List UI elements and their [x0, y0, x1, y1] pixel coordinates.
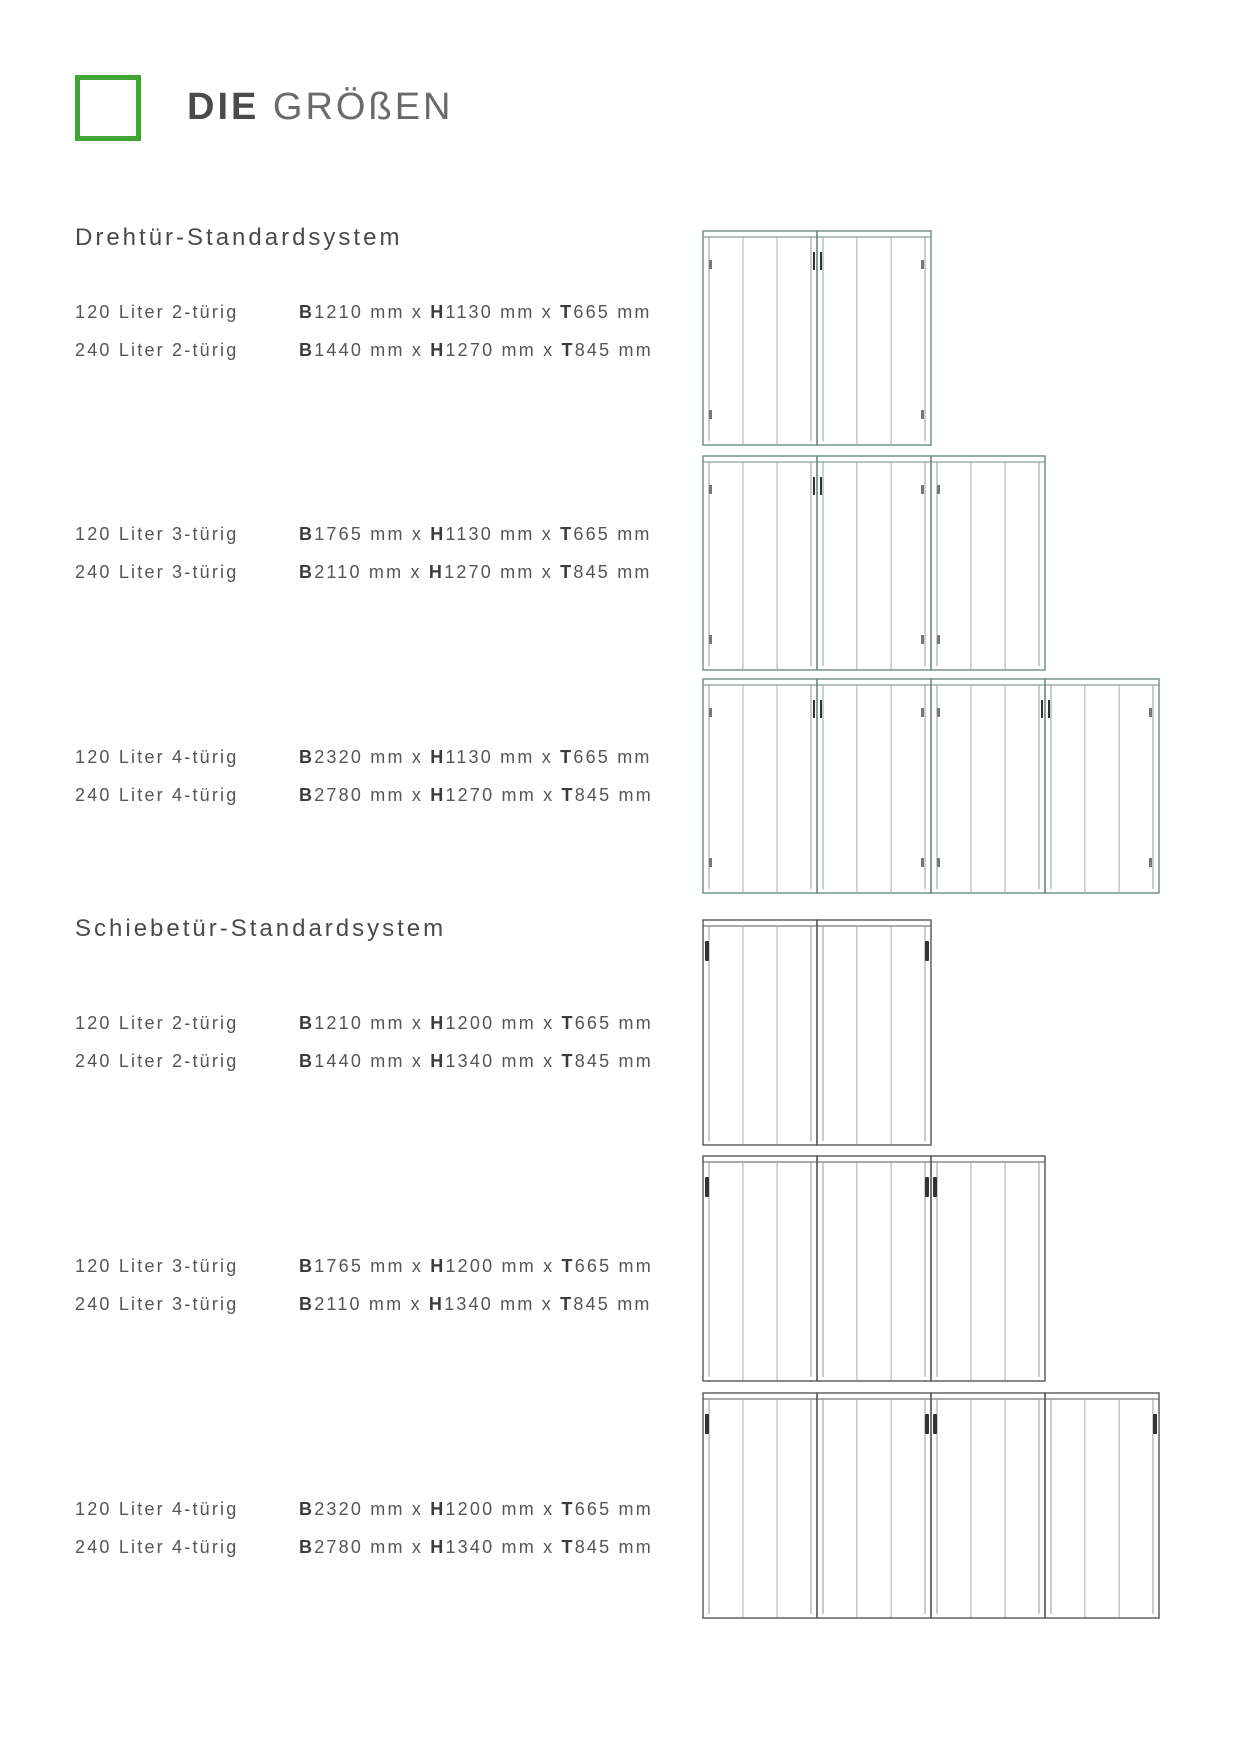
door-frame — [703, 1156, 817, 1381]
door-handle-icon — [820, 252, 822, 270]
hinge-icon — [709, 858, 712, 867]
dimension-letter: H — [430, 1256, 446, 1276]
dimension-value-b: 1765 — [314, 524, 364, 544]
dimension-letter: H — [430, 747, 446, 767]
dimension-value-h: 1130 — [445, 524, 493, 544]
dimensions-text: B2780 mm x H1340 mm x T845 mm — [299, 1537, 653, 1557]
size-spec-row — [75, 745, 675, 769]
door-frame — [931, 1156, 1045, 1381]
door-handle-icon — [705, 1177, 709, 1197]
volume-door-label: 240 Liter 3-türig — [75, 1294, 239, 1314]
dimension-letter: H — [430, 1537, 446, 1557]
bin-door-module — [817, 1156, 931, 1381]
size-spec-row — [75, 560, 675, 584]
dimension-letter: B — [299, 1499, 315, 1519]
door-frame — [931, 679, 1045, 893]
bin-door-module — [703, 231, 822, 445]
dimension-letter: H — [430, 340, 446, 360]
bin-door-module — [703, 456, 822, 670]
door-frame — [817, 1156, 931, 1381]
dimension-letter: B — [299, 747, 315, 767]
logo-square-icon — [75, 75, 141, 141]
sliding-door-bin-drawing — [702, 1155, 1048, 1384]
swing-door-bin-drawing — [702, 230, 934, 448]
dimension-letter: B — [299, 1294, 315, 1314]
hinge-icon — [709, 410, 712, 419]
dimension-letter: H — [430, 1051, 446, 1071]
dimensions-text: B2780 mm x H1270 mm x T845 mm — [299, 785, 653, 805]
dimension-value-b: 1210 — [314, 302, 364, 322]
dimension-letter: B — [299, 1051, 315, 1071]
dimension-letter: B — [299, 524, 315, 544]
dimension-letter: T — [560, 302, 574, 322]
door-frame — [817, 456, 931, 670]
hinge-icon — [921, 260, 924, 269]
dimension-letter: H — [428, 562, 445, 582]
door-frame — [817, 679, 931, 893]
volume-door-label: 120 Liter 3-türig — [75, 524, 239, 544]
bin-door-module — [703, 679, 822, 893]
door-frame — [817, 231, 931, 445]
volume-door-label: 120 Liter 4-türig — [75, 747, 239, 767]
dimension-letter: H — [430, 1499, 446, 1519]
bin-door-module — [703, 1393, 817, 1618]
dimension-value-h: 1270 — [445, 785, 495, 805]
dimension-value-t: 845 — [574, 1051, 612, 1071]
door-handle-icon — [1153, 1414, 1157, 1434]
volume-door-label: 240 Liter 4-türig — [75, 1537, 239, 1557]
hinge-icon — [937, 635, 940, 644]
hinge-icon — [1149, 708, 1152, 717]
dimension-value-h: 1270 — [445, 340, 495, 360]
dimension-value-h: 1340 — [445, 1051, 495, 1071]
bin-door-module — [931, 456, 1045, 670]
dimensions-text: B2320 mm x H1200 mm x T665 mm — [299, 1499, 653, 1519]
dimension-value-t: 845 — [573, 562, 611, 582]
hinge-icon — [921, 410, 924, 419]
hinge-icon — [709, 635, 712, 644]
dimension-letter: B — [299, 302, 315, 322]
size-spec-row — [75, 338, 675, 362]
dimension-value-h: 1130 — [445, 747, 493, 767]
dimension-value-t: 845 — [574, 785, 612, 805]
dimension-value-h: 1340 — [445, 1537, 495, 1557]
volume-door-label: 240 Liter 2-türig — [75, 1051, 239, 1071]
door-handle-icon — [813, 252, 815, 270]
dimension-letter: T — [561, 1051, 575, 1071]
size-spec-row — [75, 522, 675, 546]
dimension-value-b: 1440 — [314, 340, 364, 360]
dimension-value-t: 665 — [574, 1499, 612, 1519]
size-spec-row — [75, 1254, 675, 1278]
dimensions-text: B1440 mm x H1340 mm x T845 mm — [299, 1051, 653, 1071]
section-title: Drehtür-Standardsystem — [75, 224, 403, 251]
door-handle-icon — [1041, 700, 1043, 718]
dimension-letter: T — [561, 785, 575, 805]
door-handle-icon — [705, 1414, 709, 1434]
dimension-value-b: 2110 — [314, 1294, 362, 1314]
dimension-letter: T — [560, 524, 574, 544]
hinge-icon — [937, 708, 940, 717]
dimension-letter: H — [430, 785, 446, 805]
dimension-letter: T — [561, 1013, 575, 1033]
bin-door-module — [703, 1156, 817, 1381]
door-handle-icon — [820, 477, 822, 495]
dimension-letter: T — [561, 1537, 575, 1557]
size-spec-row — [75, 1292, 675, 1316]
dimension-value-h: 1130 — [445, 302, 493, 322]
sliding-door-bin-drawing — [702, 1392, 1162, 1621]
volume-door-label: 120 Liter 2-türig — [75, 1013, 239, 1033]
bin-door-module — [817, 231, 931, 445]
door-frame — [703, 679, 817, 893]
dimension-value-b: 2780 — [314, 785, 364, 805]
bin-door-module — [1045, 679, 1159, 893]
dimensions-text: B1210 mm x H1200 mm x T665 mm — [299, 1013, 653, 1033]
hinge-icon — [709, 708, 712, 717]
hinge-icon — [937, 485, 940, 494]
dimension-value-b: 1440 — [314, 1051, 364, 1071]
hinge-icon — [921, 635, 924, 644]
dimension-value-t: 845 — [573, 1294, 611, 1314]
door-frame — [703, 1393, 817, 1618]
dimensions-text: B1210 mm x H1130 mm x T665 mm — [299, 302, 652, 322]
volume-door-label: 120 Liter 4-türig — [75, 1499, 239, 1519]
dimension-value-h: 1200 — [445, 1256, 495, 1276]
volume-door-label: 240 Liter 2-türig — [75, 340, 239, 360]
bin-door-module — [931, 1156, 1045, 1381]
dimensions-text: B1765 mm x H1200 mm x T665 mm — [299, 1256, 653, 1276]
dimension-value-t: 665 — [573, 302, 611, 322]
hinge-icon — [921, 708, 924, 717]
dimension-value-h: 1340 — [444, 1294, 493, 1314]
dimension-value-t: 845 — [574, 1537, 612, 1557]
volume-door-label: 240 Liter 3-türig — [75, 562, 239, 582]
bin-door-module — [817, 679, 931, 893]
size-spec-row — [75, 300, 675, 324]
door-handle-icon — [1048, 700, 1050, 718]
door-handle-icon — [813, 477, 815, 495]
dimension-letter: T — [561, 1256, 575, 1276]
door-frame — [1045, 1393, 1159, 1618]
dimensions-text: B1440 mm x H1270 mm x T845 mm — [299, 340, 653, 360]
page-title — [187, 88, 453, 126]
page-title-light: GRÖßEN — [272, 86, 454, 128]
dimension-letter: T — [560, 747, 574, 767]
size-spec-row — [75, 1535, 675, 1559]
dimension-letter: T — [560, 1294, 574, 1314]
hinge-icon — [937, 858, 940, 867]
door-frame — [817, 1393, 931, 1618]
dimensions-text: B2110 mm x H1340 mm x T845 mm — [299, 1294, 652, 1314]
dimension-letter: B — [299, 562, 315, 582]
hinge-icon — [709, 260, 712, 269]
swing-door-bin-drawing — [702, 678, 1162, 896]
dimension-value-t: 665 — [574, 1013, 612, 1033]
hinge-icon — [1149, 858, 1152, 867]
dimension-value-b: 2320 — [314, 747, 364, 767]
section-title: Schiebetür-Standardsystem — [75, 915, 447, 942]
dimension-letter: B — [299, 1537, 315, 1557]
dimension-letter: H — [430, 1013, 446, 1033]
dimensions-text: B1765 mm x H1130 mm x T665 mm — [299, 524, 652, 544]
door-handle-icon — [933, 1414, 937, 1434]
dimension-letter: B — [299, 340, 315, 360]
dimension-value-h: 1270 — [444, 562, 493, 582]
dimension-value-t: 845 — [574, 340, 612, 360]
bin-door-module — [931, 679, 1050, 893]
hinge-icon — [709, 485, 712, 494]
door-handle-icon — [925, 1177, 929, 1197]
size-spec-row — [75, 1497, 675, 1521]
swing-door-bin-drawing — [702, 455, 1048, 673]
door-frame — [817, 920, 931, 1145]
dimension-value-b: 1765 — [314, 1256, 364, 1276]
dimension-letter: T — [560, 562, 574, 582]
door-handle-icon — [813, 700, 815, 718]
dimension-value-b: 2780 — [314, 1537, 364, 1557]
dimension-letter: T — [561, 1499, 575, 1519]
dimension-value-t: 665 — [573, 747, 611, 767]
volume-door-label: 240 Liter 4-türig — [75, 785, 239, 805]
door-frame — [931, 456, 1045, 670]
hinge-icon — [921, 858, 924, 867]
dimension-letter: B — [299, 785, 315, 805]
bin-door-module — [817, 1393, 931, 1618]
size-spec-row — [75, 1049, 675, 1073]
size-spec-row — [75, 783, 675, 807]
volume-door-label: 120 Liter 3-türig — [75, 1256, 239, 1276]
dimension-value-h: 1200 — [445, 1499, 495, 1519]
dimension-letter: B — [299, 1256, 315, 1276]
hinge-icon — [921, 485, 924, 494]
bin-door-module — [703, 920, 817, 1145]
door-frame — [931, 1393, 1045, 1618]
door-handle-icon — [925, 941, 929, 961]
dimension-letter: H — [428, 1294, 445, 1314]
dimension-value-b: 2110 — [314, 562, 362, 582]
bin-door-module — [931, 1393, 1045, 1618]
door-frame — [1045, 679, 1159, 893]
sliding-door-bin-drawing — [702, 919, 934, 1148]
bin-door-module — [817, 920, 931, 1145]
dimension-letter: H — [430, 524, 446, 544]
door-frame — [703, 231, 817, 445]
door-frame — [703, 456, 817, 670]
door-frame — [703, 920, 817, 1145]
door-handle-icon — [925, 1414, 929, 1434]
dimension-value-t: 665 — [574, 1256, 612, 1276]
door-handle-icon — [933, 1177, 937, 1197]
dimension-value-b: 1210 — [314, 1013, 364, 1033]
dimension-value-b: 2320 — [314, 1499, 364, 1519]
page-title-strong: DIE — [187, 86, 260, 128]
size-spec-row — [75, 1011, 675, 1035]
volume-door-label: 120 Liter 2-türig — [75, 302, 239, 322]
bin-door-module — [817, 456, 931, 670]
dimensions-text: B2110 mm x H1270 mm x T845 mm — [299, 562, 652, 582]
dimension-value-t: 665 — [573, 524, 611, 544]
dimension-letter: B — [299, 1013, 315, 1033]
dimension-letter: T — [561, 340, 575, 360]
dimension-value-h: 1200 — [445, 1013, 495, 1033]
door-handle-icon — [820, 700, 822, 718]
bin-door-module — [1045, 1393, 1159, 1618]
dimension-letter: H — [430, 302, 446, 322]
door-handle-icon — [705, 941, 709, 961]
dimensions-text: B2320 mm x H1130 mm x T665 mm — [299, 747, 652, 767]
